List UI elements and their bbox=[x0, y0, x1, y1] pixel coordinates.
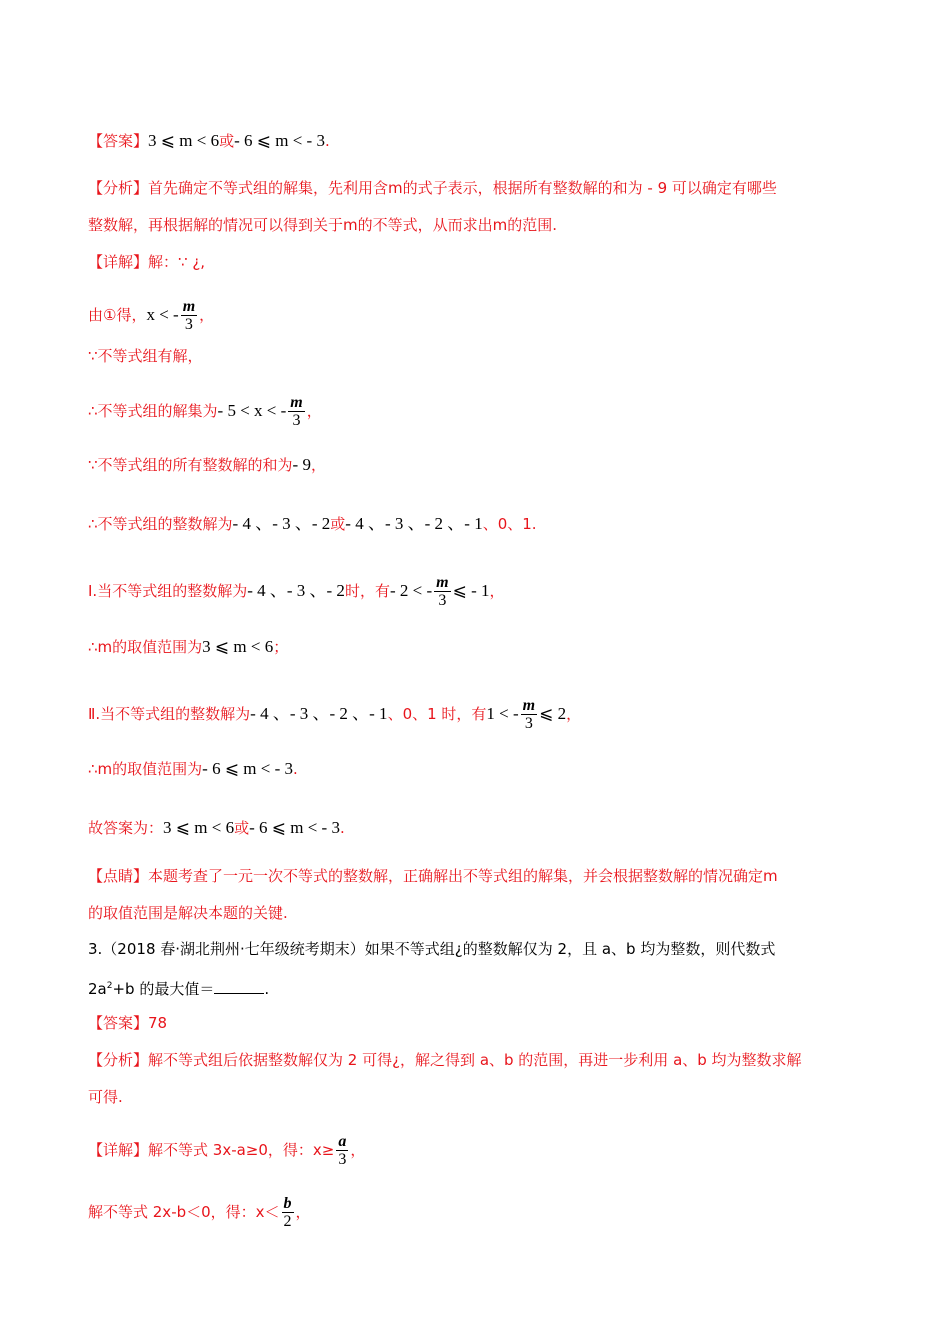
q3-question-line1 bbox=[88, 939, 775, 959]
q2-case1-result bbox=[88, 637, 288, 657]
step4-pre: ∵不等式组的所有整数解的和为 bbox=[88, 456, 293, 474]
q3-analysis-line2 bbox=[88, 1087, 123, 1107]
step1-post: ， bbox=[199, 306, 215, 324]
fraction-m-over-3: $\frac{m}{3}$ bbox=[436, 574, 449, 609]
step1-math: x < - bbox=[146, 305, 179, 324]
analysis-text-1: 首先确定不等式组的解集，先利用含m的式子表示，根据所有整数解的和为 - 9 可以确定有哪些 bbox=[148, 179, 777, 197]
detail-text: 解：∵ ¿, bbox=[148, 253, 206, 271]
case1-mid: 时，有 bbox=[344, 582, 390, 600]
q3-question-text-2-pre: 2a bbox=[88, 980, 107, 998]
step5-or: 或 bbox=[330, 515, 346, 533]
answer-or: 或 bbox=[219, 132, 235, 150]
conclusion-post: . bbox=[339, 819, 345, 837]
case1-math-3: ⩽ - 1 bbox=[452, 581, 490, 600]
q3-detail1-post: ， bbox=[350, 1141, 366, 1159]
q2-step1 bbox=[88, 298, 214, 333]
comment-text-1: 本题考查了一元一次不等式的整数解，正确解出不等式组的解集，并会根据整数解的情况确定m bbox=[148, 867, 778, 885]
answer-tag: 【答案】 bbox=[88, 132, 149, 150]
case2-pre: Ⅱ.当不等式组的整数解为 bbox=[88, 705, 251, 723]
case2-result-math: - 6 ⩽ m < - 3 bbox=[202, 759, 294, 778]
case2-result-pre: ∴m的取值范围为 bbox=[88, 760, 203, 778]
q3-analysis-text-2: 可得. bbox=[88, 1088, 123, 1106]
q3-detail2-text: 解不等式 2x-b＜0，得：x＜ bbox=[88, 1203, 280, 1221]
answer-math-1: 3 ⩽ m < 6 bbox=[148, 131, 220, 150]
analysis-tag: 【分析】 bbox=[88, 179, 149, 197]
q2-comment-line1 bbox=[88, 866, 778, 886]
q3-analysis-tag: 【分析】 bbox=[88, 1051, 149, 1069]
q3-question-text-1: 3.（2018 春·湖北荆州·七年级统考期末）如果不等式组¿的整数解仅为 2，且 a、b 均为整数，则代数式 bbox=[88, 940, 776, 958]
conclusion-math-1: 3 ⩽ m < 6 bbox=[163, 818, 235, 837]
q2-step4 bbox=[88, 455, 326, 475]
case2-math: - 4 、- 3 、- 2 、- 1 bbox=[250, 704, 388, 723]
case1-post: ， bbox=[489, 582, 505, 600]
q2-detail bbox=[88, 252, 205, 272]
case1-result-math: 3 ⩽ m < 6 bbox=[202, 637, 274, 656]
q2-case1 bbox=[88, 574, 505, 609]
q3-question-sup: 2 bbox=[106, 981, 113, 991]
case2-post: ， bbox=[566, 705, 582, 723]
case1-result-pre: ∴m的取值范围为 bbox=[88, 638, 203, 656]
case2-result-post: . bbox=[293, 760, 298, 778]
q3-question-text-2-end: . bbox=[264, 980, 270, 998]
step3-pre: ∴不等式组的解集为 bbox=[88, 402, 218, 420]
answer-math-2: - 6 ⩽ m < - 3 bbox=[234, 131, 325, 150]
case2-tail: 、0、1 时，有 bbox=[387, 705, 487, 723]
answer-end: . bbox=[324, 132, 330, 150]
q2-case2-result bbox=[88, 759, 298, 779]
q3-analysis-text-1: 解不等式组后依据整数解仅为 2 可得¿，解之得到 a、b 的范围，再进一步利用 a、b 均为整数求解 bbox=[148, 1051, 802, 1069]
case1-math-2: - 2 < - bbox=[389, 581, 433, 600]
conclusion-or: 或 bbox=[234, 819, 250, 837]
q3-question-line2 bbox=[88, 976, 269, 999]
detail-tag: 【详解】 bbox=[88, 253, 149, 271]
case1-pre: Ⅰ.当不等式组的整数解为 bbox=[88, 582, 248, 600]
step5-pre: ∴不等式组的整数解为 bbox=[88, 515, 233, 533]
step5-math-2: - 4 、- 3 、- 2 、- 1 bbox=[345, 514, 483, 533]
q3-analysis-line1 bbox=[88, 1050, 802, 1070]
answer-blank bbox=[214, 979, 264, 994]
q3-detail2-post: ， bbox=[295, 1203, 311, 1221]
fraction-m-over-3: $\frac{m}{3}$ bbox=[522, 697, 536, 732]
case2-math-3: ⩽ 2 bbox=[539, 704, 567, 723]
conclusion-pre: 故答案为： bbox=[88, 819, 164, 837]
q2-comment-line2 bbox=[88, 903, 288, 923]
q3-question-text-2-post: +b 的最大值＝ bbox=[112, 980, 215, 998]
step5-tail: 、0、1. bbox=[482, 515, 537, 533]
q2-step3 bbox=[88, 394, 322, 429]
analysis-text-2: 整数解，再根据解的情况可以得到关于m的不等式，从而求出m的范围. bbox=[88, 216, 557, 234]
q3-answer bbox=[88, 1013, 167, 1033]
fraction-m-over-3: $\frac{m}{3}$ bbox=[182, 298, 196, 333]
q3-answer-tag: 【答案】 bbox=[88, 1014, 149, 1032]
step5-math-1: - 4 、- 3 、- 2 bbox=[232, 514, 331, 533]
conclusion-math-2: - 6 ⩽ m < - 3 bbox=[249, 818, 340, 837]
step4-math: - 9 bbox=[292, 455, 311, 474]
case1-math: - 4 、- 3 、- 2 bbox=[247, 581, 345, 600]
q2-case2 bbox=[88, 697, 581, 732]
q3-answer-value: 78 bbox=[148, 1014, 168, 1032]
q3-detail1-text: 解不等式 3x-a≥0，得：x≥ bbox=[148, 1141, 335, 1159]
comment-text-2: 的取值范围是解决本题的关键. bbox=[88, 904, 288, 922]
step3-math: - 5 < x < - bbox=[217, 401, 287, 420]
q3-detail2 bbox=[88, 1195, 311, 1230]
q2-analysis-line2 bbox=[88, 215, 557, 235]
step4-post: ， bbox=[310, 456, 326, 474]
q2-step2 bbox=[88, 346, 203, 366]
fraction-m-over-3: $\frac{m}{3}$ bbox=[290, 394, 303, 429]
q2-step5 bbox=[88, 514, 537, 534]
step3-post: ， bbox=[306, 402, 322, 420]
case2-math-2: 1 < - bbox=[486, 704, 519, 723]
comment-tag: 【点睛】 bbox=[88, 867, 149, 885]
case1-result-post: ； bbox=[273, 638, 289, 656]
q2-analysis-line1 bbox=[88, 178, 777, 198]
step2-text: ∵不等式组有解， bbox=[88, 347, 203, 365]
q2-conclusion bbox=[88, 818, 345, 838]
step1-pre: 由①得， bbox=[88, 306, 147, 324]
q3-detail-tag: 【详解】 bbox=[88, 1141, 149, 1159]
fraction-a-over-3: $\frac{a}{3}$ bbox=[338, 1133, 347, 1168]
fraction-b-over-2: $\frac{b}{2}$ bbox=[283, 1195, 292, 1230]
q2-answer bbox=[88, 131, 330, 151]
q3-detail1 bbox=[88, 1133, 365, 1168]
